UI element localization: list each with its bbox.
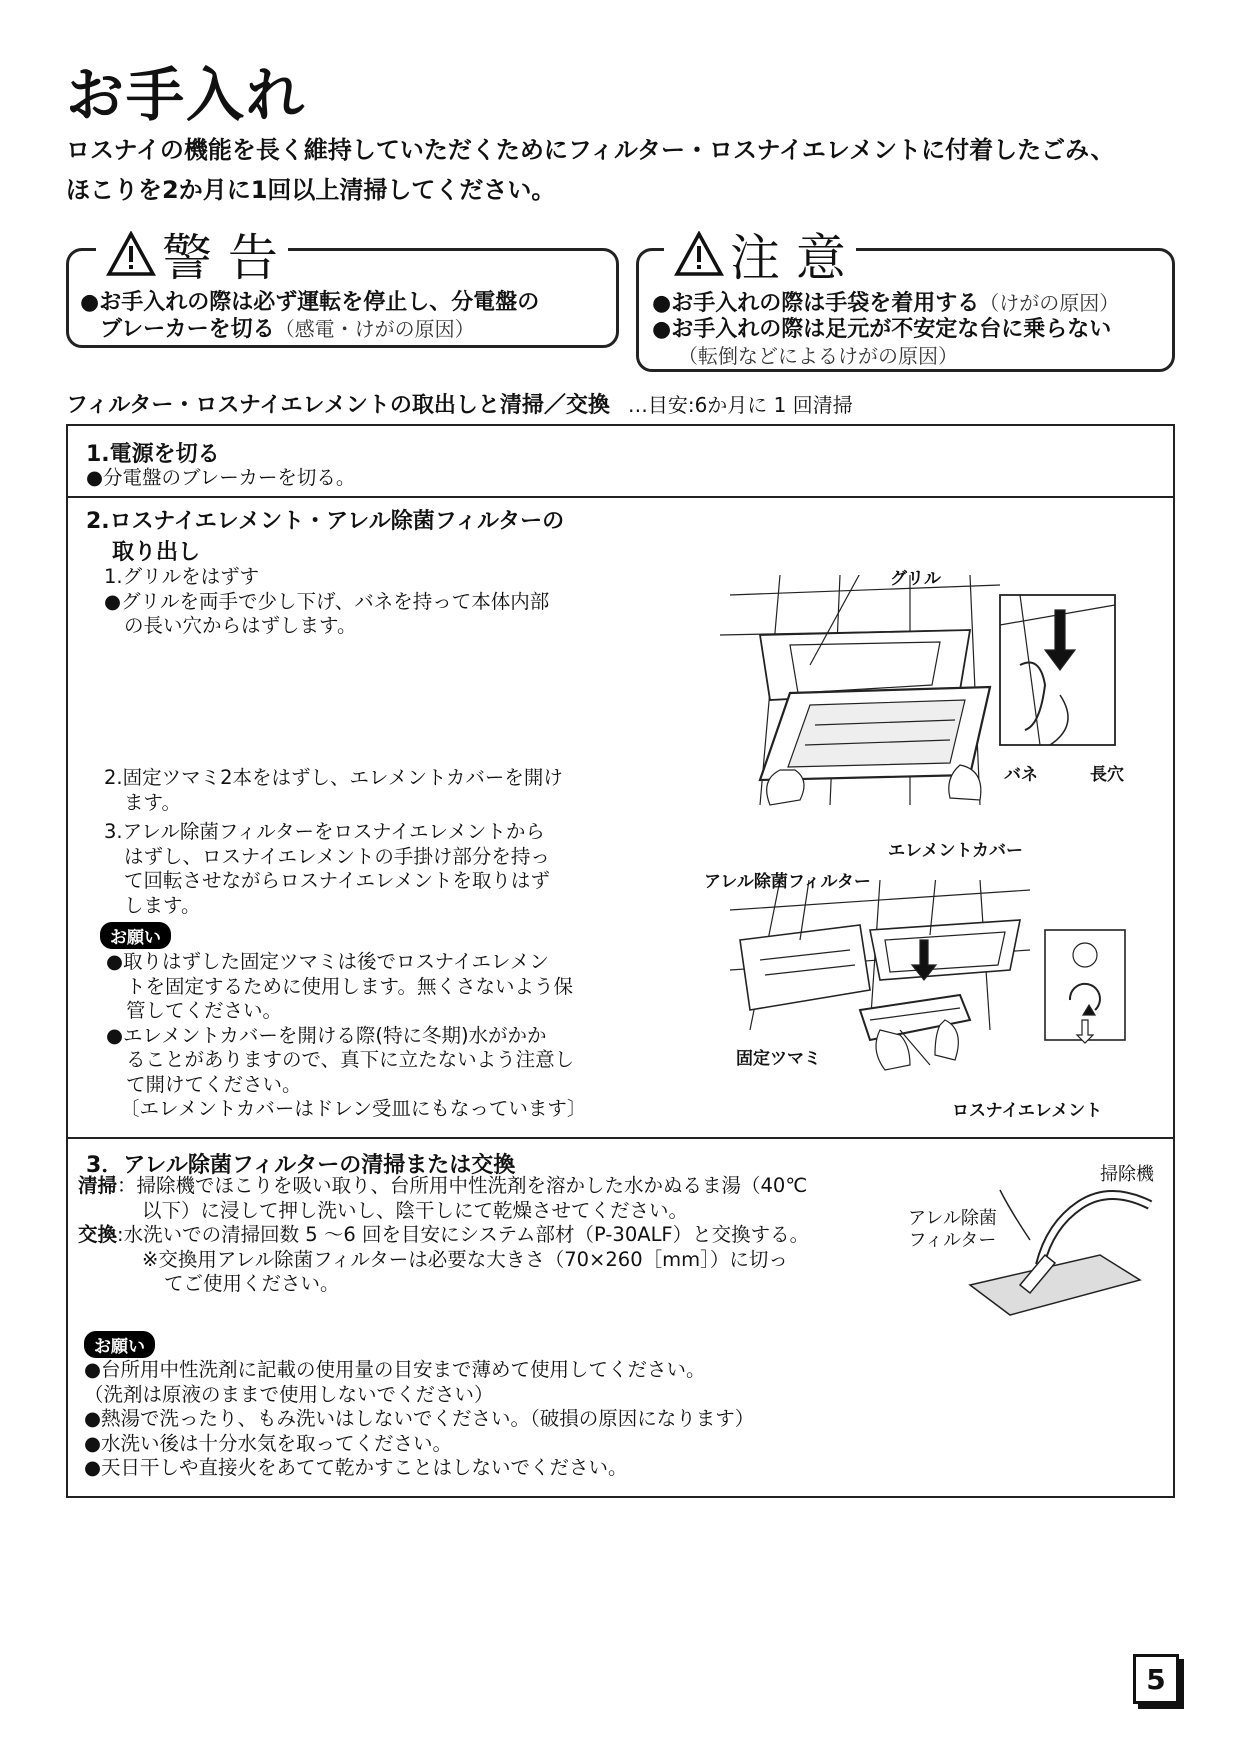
step2-sub3-line-4: します。 — [124, 893, 201, 917]
step2-sub1-title: 1.グリルをはずす — [104, 565, 260, 588]
label-filter-line-1: アレル除菌 — [908, 1208, 997, 1229]
step2-note2-line-1: ●エレメントカバーを開ける際(特に冬期)水がかか — [106, 1023, 547, 1047]
caution-triangle-icon — [674, 231, 724, 277]
label-filter — [908, 1208, 997, 1252]
step1-title: 1.電源を切る — [86, 442, 220, 467]
step2-note2-line-3: て開けてください。 — [126, 1072, 302, 1096]
step2-note1-line-3: 管してください。 — [126, 999, 283, 1022]
step2-sub1-line-1: ●グリルを両手で少し下げ、バネを持って本体内部 — [104, 589, 550, 613]
caution-note-2: （転倒などによるけがの原因） — [678, 344, 958, 368]
caution-note-1: （けがの原因） — [979, 291, 1120, 315]
step2-sub2-line-2: ます。 — [124, 790, 181, 814]
page-number: 5 — [1133, 1654, 1179, 1704]
label-grill: グリル — [890, 569, 941, 589]
warning-line-2: ブレーカーを切る — [100, 317, 275, 342]
step3-body — [78, 1174, 809, 1297]
step2-title-line-1: 2.ロスナイエレメント・アレル除菌フィルターの — [86, 509, 565, 534]
caution-line-2: ●お手入れの際は足元が不安定な台に乗らない — [652, 317, 1112, 342]
divider-step2 — [66, 1137, 1175, 1139]
warning-text — [80, 290, 539, 343]
step2-note2-line-4: 〔エレメントカバーはドレン受皿にもなっています〕 — [120, 1097, 587, 1120]
label-element-cover: エレメントカバー — [888, 841, 1023, 861]
caution-label — [664, 218, 856, 290]
section-subnote: …目安:6か月に 1 回清掃 — [627, 393, 853, 417]
replace-line-2: ※交換用アレル除菌フィルターは必要な大きさ（70×260［mm］）に切っ — [142, 1247, 788, 1271]
page-title: お手入れ — [66, 61, 307, 129]
step2-note1-line-1: ●取りはずした固定ツマミは後でロスナイエレメン — [106, 950, 549, 973]
intro-line-2: ほこりを2か月に1回以上清掃してください。 — [66, 176, 556, 204]
caution-line-1: ●お手入れの際は手袋を着用する — [652, 291, 980, 316]
label-lossnay-element: ロスナイエレメント — [952, 1101, 1103, 1121]
caution-text — [652, 290, 1119, 369]
step2-sub1 — [104, 565, 549, 639]
warning-line-1: ●お手入れの際は必ず運転を停止し、分電盤の — [80, 290, 540, 315]
step2-request-badge: お願い — [100, 922, 171, 949]
label-vacuum: 掃除機 — [1100, 1164, 1154, 1185]
warning-note: （感電・けがの原因） — [274, 317, 475, 341]
clean-label: 清掃 — [78, 1174, 118, 1197]
label-filter-line-2: フィルター — [908, 1230, 997, 1251]
label-fixing-knob: 固定ツマミ — [736, 1049, 821, 1069]
step3-note-4: ●水洗い後は十分水気を取ってください。 — [84, 1431, 453, 1455]
step3-note-2: （洗剤は原液のままで使用しないでください） — [84, 1382, 494, 1406]
step1-text: ●分電盤のブレーカーを切る。 — [86, 466, 356, 489]
divider-step1 — [66, 496, 1175, 498]
step2-note2-line-2: ることがありますので、真下に立たないよう注意し — [126, 1048, 575, 1071]
replace-line-1: :水洗いでの清掃回数 5 ～6 回を目安にシステム部材（P-30ALF）と交換する。 — [117, 1223, 810, 1246]
step2-sub3 — [104, 820, 550, 918]
label-allergen-filter: アレル除菌フィルター — [704, 872, 871, 892]
step2-title — [86, 506, 564, 568]
step3-notes — [84, 1358, 754, 1481]
step2-sub3-line-1: 3.アレル除菌フィルターをロスナイエレメントから — [104, 820, 545, 843]
step2-note1-line-2: トを固定するために使用します。無くさないよう保 — [126, 974, 573, 998]
label-spring: バネ — [1004, 765, 1038, 785]
step2-sub2-line-1: 2.固定ツマミ2本をはずし、エレメントカバーを開け — [104, 766, 563, 789]
step3-note-5: ●天日干しや直接火をあてて乾かすことはしないでください。 — [84, 1456, 628, 1479]
step2-sub3-line-2: はずし、ロスナイエレメントの手掛け部分を持っ — [124, 844, 550, 868]
step3-note-3: ●熱湯で洗ったり、もみ洗いはしないでください。（破損の原因になります） — [84, 1407, 755, 1430]
replace-label: 交換 — [78, 1223, 118, 1246]
step3-title: 3．アレル除菌フィルターの清掃または交換 — [86, 1153, 516, 1178]
clean-line-1: ：掃除機でほこりを吸い取り、台所用中性洗剤を溶かした水かぬるま湯（40℃ — [117, 1174, 808, 1197]
replace-line-3: てご使用ください。 — [164, 1272, 340, 1295]
warning-label-text: 警 告 — [162, 229, 278, 287]
step2-title-line-2: 取り出し — [112, 540, 201, 565]
step3-note-1: ●台所用中性洗剤に記載の使用量の目安まで薄めて使用してください。 — [84, 1358, 706, 1381]
label-slot: 長穴 — [1090, 765, 1124, 785]
caution-label-text: 注 意 — [730, 229, 846, 287]
clean-line-2: 以下）に浸して押し洗いし、陰干しにて乾燥させてください。 — [142, 1198, 689, 1222]
section-heading-text: フィルター・ロスナイエレメントの取出しと清掃／交換 — [66, 393, 610, 418]
intro-line-1: ロスナイの機能を長く維持していただくためにフィルター・ロスナイエレメントに付着したごみ、 — [66, 136, 1115, 164]
step2-sub3-line-3: て回転させながらロスナイエレメントを取りはず — [124, 869, 550, 892]
intro-text — [66, 130, 1115, 210]
warning-triangle-icon — [106, 231, 156, 277]
step2-notes — [106, 950, 586, 1122]
section-heading — [66, 388, 853, 419]
step2-sub2 — [104, 766, 563, 815]
grill-removal-illustration — [720, 575, 1120, 810]
warning-label — [96, 218, 288, 290]
step3-request-badge: お願い — [84, 1331, 155, 1358]
step2-sub1-line-2: の長い穴からはずします。 — [124, 614, 357, 637]
